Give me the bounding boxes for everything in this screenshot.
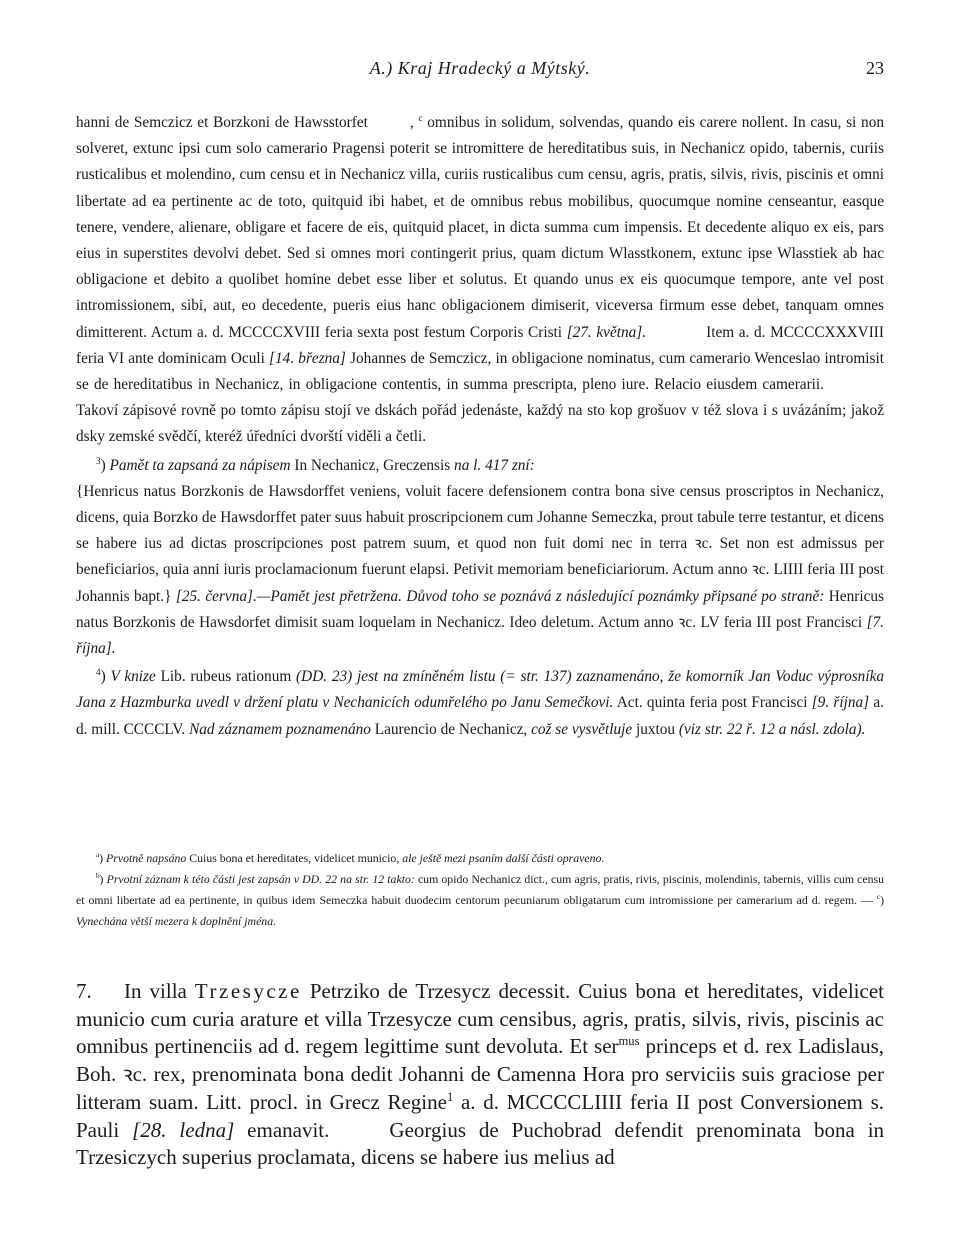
footnote-mark-c: c [418, 112, 423, 123]
note-3-number: 3 [96, 455, 101, 466]
main-text [76, 110, 884, 743]
paragraph-obligation: hanni de Semczicz et Borzkoni de Hawsstorfet , $^c$ omnibus in solidum, solvendas, quando eis carere nollent. In casu, si non solveret, extunc ipsi cum solo camerario Pragensi poterit se intromittere de hereditatibus suis, in Nechanicz opido, tabernis, curiis rusticalibus et molendino, cum censu et in Nechanicz villa, curiis rusticalibus cum censu, agris, pratis, silvis, rivis, piscinis et omni libertate ad ea pertinente ac de toto, quitquid ibi habet, et de omnibus rebus mobilibus, quocumque nomine censeantur, easque tenere, vendere, alienare, obligare et facere de eis, quitquid placet, in dicta summa cum impensis. Et decedente aliquo ex eis, pars eius in superstites devolvi debet. Sed si omnes mori contingerit prius, quam dictum Wlasstkonem, extunc ipse Wlasstiek ab hac obligacione et debito a quolibet homine debet esse liber et solutus. Et quando unus ex eis quocumque tempore, ante vel post intromissionem, sibi, aut, eo decedente, pueris eius hanc obligacionem dimiserit, viceversa firmum esse debet, tanquam omnes dimitterent. Actum a. d. MCCCCXVIII feria sexta post festum Corporis Cristi [27. května]. Item a. d. MCCCCXXXVIII feria VI ante dominicam Oculi [14. března] Johannes de Semczicz, in obligacione nominatus, cum camerario Wenceslao intromisit se de hereditatibus in Nechanicz, in obligacione contentis, in summa prescripta, pleno iure. Relacio eiusdem camerarii.Takoví zápisové rovně po tomto zápisu stojí ve dskách pořád jedenáste, každý na sto kop grošuov v též slova i s uvázáním; jakož dsky zemské svědčí, kteréž úředníci dvorští viděli a četli. [76, 112, 884, 446]
running-header [76, 58, 884, 82]
note-3: $^3$) Pamět ta zapsaná za nápisem In Nechanicz, Greczensis na l. 417 zní: [96, 455, 535, 474]
village-name: Trzesycze [194, 979, 302, 1003]
footnote-b-c: $^b$) Prvotní záznam k této části jest zapsán v DD. 22 na str. 12 takto: cum opido Nechanicz dict., cum agris, pratis, rivis, piscinis, molendinis, tabernis, villis cum censu et omni libertate ad ea pertinente, in quibus idem Semeczka habuit duodecim centorum pecuniarum obligatarum cum intromissione per camerarium ad d. regem. — $^c$) Vynechána větší mezera k doplnění jména. [76, 872, 885, 928]
page-number: 23 [866, 58, 884, 78]
running-title: A.) Kraj Hradecký a Mýtský. [369, 58, 591, 78]
section-7 [76, 978, 884, 1172]
note-4: $^4$) V knize Lib. rubeus rationum (DD. 23) jest na zmíněném listu (= str. 137) zaznamenáno, že komorník Jan Voduc výprosníka Jana z Hazmburka uvedl v držení platu v Nechanicích odumřelého po Janu Semečkovi. Act. quinta feria post Francisci [9. října] a. d. mill. CCCCLV. Nad záznamem poznamenáno Laurencio de Nechanicz, což se vysvětluje juxtou (viz str. 22 ř. 12 a násl. zdola). [76, 667, 885, 738]
footnote-a: $^a$) Prvotně napsáno Cuius bona et hereditates, videlicet municio, ale ještě mezi psaním další části opraveno. [96, 851, 605, 865]
note-4-number: 4 [96, 667, 101, 678]
brace-open: { [76, 482, 84, 500]
section-number: 7. [76, 979, 92, 1003]
note-3-text: {Henricus natus Borzkonis de Hawsdorffet veniens, voluit facere defensionem contra bona sive census proscriptos in Nechanicz, dicens, quia Borzko de Hawsdorffet pater suus habuit proscripcionem cum Johanne Semeczka, prout tabule terre testantur, et dicens se habere ius ad dictas proscripciones post patrem suum, et quod non fuit domi nec in terra ꝛc. Set non est admissus per beneficiarios, quia anni iuris proclamacionum fuerunt elapsi. Petivit memoriam beneficiariorum. Actum anno ꝛc. LIIII feria III post Johannis bapt.} [25. června].—Pamět jest přetržena. Důvod toho se poznává z následující poznámky připsané po straně: Henricus natus Borzkonis de Hawsdorfet dimisit suam loquelam in Nechanicz. Ideo deletum. Actum anno ꝛc. LV feria III post Francisci [7. října]. [76, 482, 884, 658]
brace-close: } [164, 587, 172, 605]
footnotes [76, 848, 884, 932]
section-7-text: 7. In villa Trzesycze Petrziko de Trzesycz decessit. Cuius bona et hereditates, videlicet municio cum curia arature et villa Trzesycze cum censibus, agris, pratis, silvis, rivis, piscinis ac omnibus pertinenciis ad d. regem legittime sunt devoluta. Et ser$^{mus}$ princeps et d. rex Ladislaus, Boh. ꝛc. rex, prenominata bona dedit Johanni de Camenna Hora pro serviciis suis graciose per litteram suam. Litt. procl. in Grecz Regine$^1$ a. d. MCCCCLIIII feria II post Conversionem s. Pauli [28. ledna] emanavit. Georgius de Puchobrad defendit prenominata bona in Trzesiczych superius proclamata, dicens se habere ius melius ad [76, 979, 885, 1170]
